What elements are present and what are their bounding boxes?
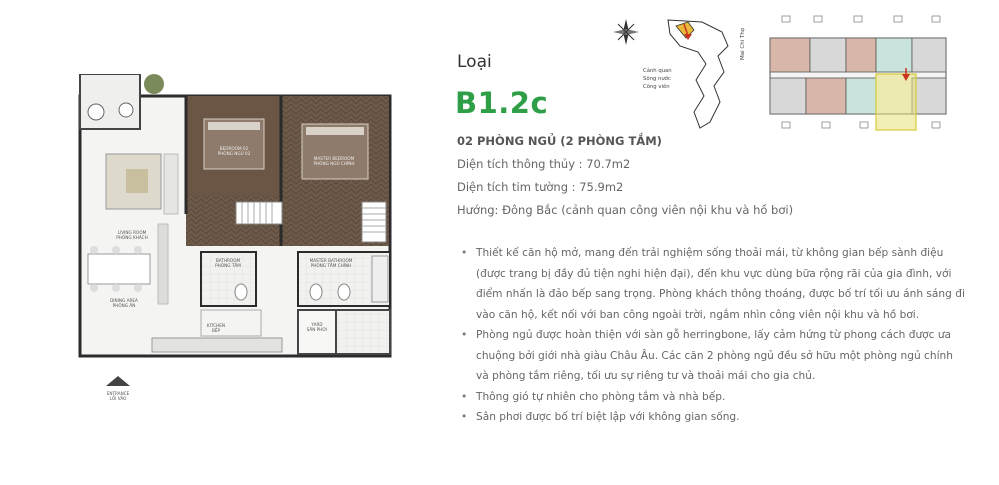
street-label: Mai Chí Thọ: [740, 27, 746, 60]
dining-area-label: DINING AREA: [110, 298, 138, 303]
compass-icon: [613, 19, 639, 45]
unit-type-label: Loại: [457, 52, 492, 72]
description-item: • Thông gió tự nhiên cho phòng tắm và nhà bếp.: [458, 387, 966, 408]
svg-text:PHÒNG TẮM: PHÒNG TẮM: [215, 263, 241, 268]
floor-plan: [66, 74, 411, 414]
description-item: • Thiết kế căn hộ mở, mang đến trải nghiệm sống thoải mái, từ không gian bếp sành điệu (được trang bị đầy đủ tiện nghi hiện đại), đến khu vực dùng bữa rộng rãi của gia đình, với điểm nhấn là đảo bếp sang trọng. Phòng khách thông thoáng, được bố trí tối ưu ánh sáng đi vào căn hộ, kết nối với ban công ngoài trời, ngắm nhìn công viên nội khu và hồ bơi.: [458, 243, 966, 325]
svg-text:LỐI VÀO: LỐI VÀO: [109, 396, 127, 401]
description-item: • Sân phơi được bố trí biệt lập với không gian sống.: [458, 407, 966, 428]
bedroom-02-label: BEDROOM 02: [219, 146, 249, 151]
kitchen-label: KITCHEN: [206, 323, 226, 328]
bathroom-label: BATHROOM: [215, 258, 241, 263]
svg-text:BẾP: BẾP: [211, 328, 221, 333]
svg-text:Công viên: Công viên: [643, 84, 670, 90]
clear-area: Diện tích thông thủy : 70.7m2: [457, 157, 631, 171]
description-item: • Phòng ngủ được hoàn thiện với sàn gỗ herringbone, lấy cảm hứng từ phong cách được ưa chuộng bởi giới nhà giàu Châu Âu. Các căn 2 phòng ngủ đều sở hữu một phòng ngủ chính và phòng tắm riêng, tối ưu sự riêng tư và thoải mái cho gia chủ.: [458, 325, 966, 387]
yard-label: YARD: [311, 322, 323, 327]
svg-text:PHÒNG NGỦ CHÍNH: PHÒNG NGỦ CHÍNH: [313, 161, 355, 166]
direction: Hướng: Đông Bắc (cảnh quan công viên nội khu và hồ bơi): [457, 203, 794, 217]
svg-text:PHÒNG TẮM CHÍNH: PHÒNG TẮM CHÍNH: [310, 263, 352, 268]
entrance-arrow-icon: [106, 376, 130, 386]
entrance-label: ENTRANCE: [106, 391, 130, 396]
wall-area: Diện tích tim tường : 75.9m2: [457, 180, 624, 194]
svg-text:SÂN PHƠI: SÂN PHƠI: [306, 327, 328, 332]
selected-unit-highlight: [876, 74, 916, 130]
svg-text:Sông nước: Sông nước: [643, 76, 671, 82]
description-list: [458, 243, 966, 428]
svg-text:PHÒNG NGỦ 02: PHÒNG NGỦ 02: [217, 151, 251, 156]
bedroom-count: 02 PHÒNG NGỦ (2 PHÒNG TẮM): [457, 134, 662, 148]
plant-icon: [144, 74, 164, 94]
svg-text:PHÒNG KHÁCH: PHÒNG KHÁCH: [116, 235, 148, 240]
block-floor-plan: [764, 14, 952, 132]
master-bathroom-label: MASTER BATHROOM: [309, 258, 353, 263]
living-room-label: LIVING ROOM: [117, 230, 147, 235]
unit-code: B1.2c: [455, 86, 549, 120]
svg-text:PHÒNG ĂN: PHÒNG ĂN: [112, 303, 136, 308]
landscape-label: Cảnh quan: [643, 68, 672, 74]
yard-area: [298, 310, 336, 354]
master-bedroom-label: MASTER BEDROOM: [313, 156, 355, 161]
location-key-map: [610, 16, 752, 132]
